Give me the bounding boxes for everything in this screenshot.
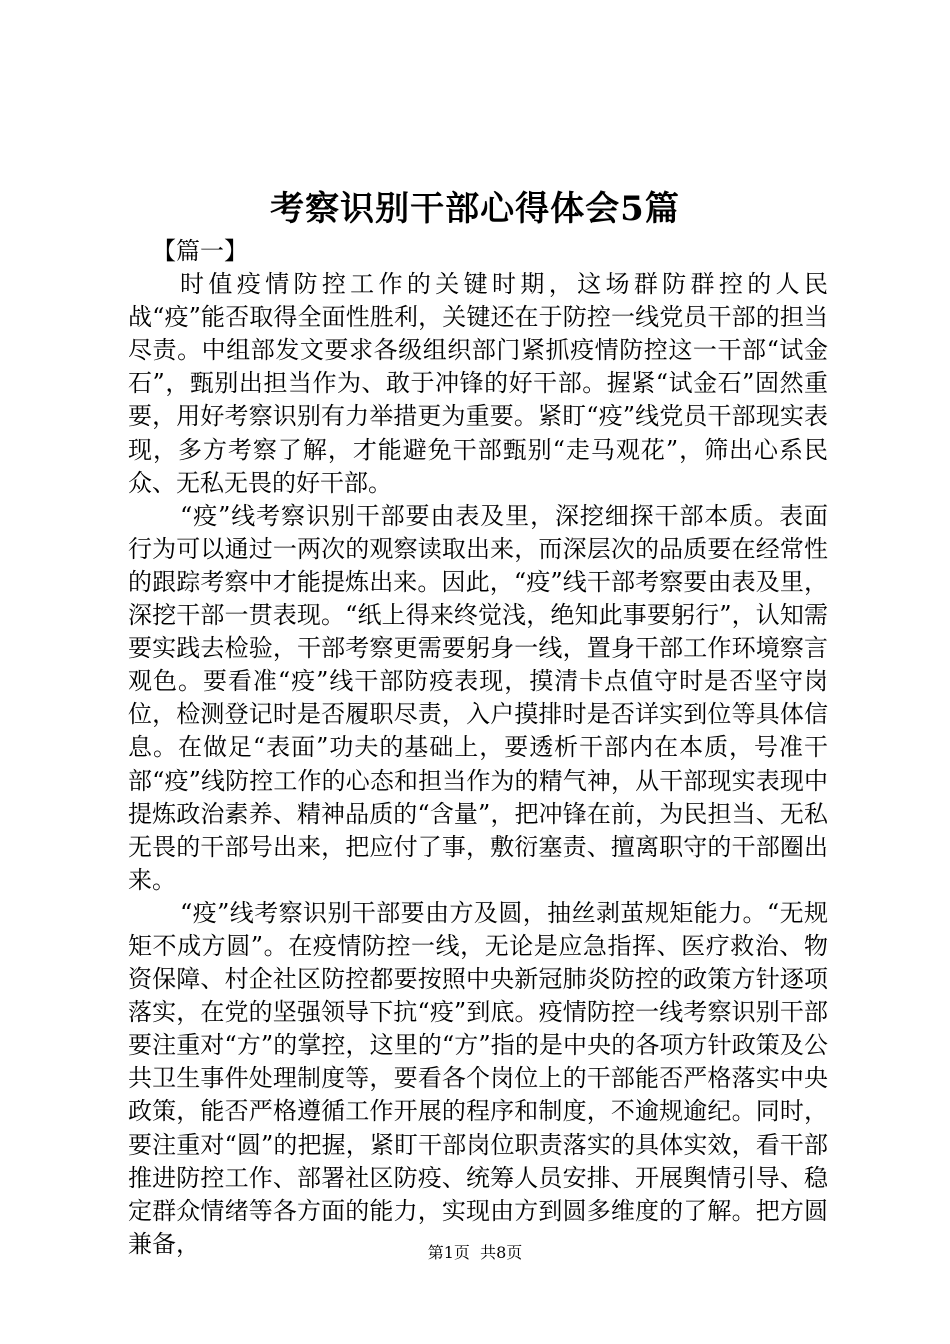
page-footer (0, 1241, 950, 1265)
document-title: 考察识别干部心得体会5篇 (270, 189, 680, 229)
section-label: 【篇一】 (152, 237, 248, 265)
paragraph-1: 时值疫情防控工作的关键时期，这场群防群控的人民战“疫”能否取得全面性胜利，关键还在于防控一线党员干部的担当尽责。中组部发文要求各级组织部门紧抓疫情防控这一干部“试金石”，甄别出担当作为、敢于冲锋的好干部。握紧“试金石”固然重要，用好考察识别有力举措更为重要。紧盯“疫”线党员干部现实表现，多方考察了解，才能避免干部甄别“走马观花”，筛出心系民众、无私无畏的好干部。 (128, 270, 828, 497)
paragraph-2: “疫”线考察识别干部要由表及里，深挖细探干部本质。表面行为可以通过一两次的观察读取出来，而深层次的品质要在经常性的跟踪考察中才能提炼出来。因此，“疫”线干部考察要由表及里，深挖干部一贯表现。“纸上得来终觉浅，绝知此事要躬行”，认知需要实践去检验，干部考察更需要躬身一线，置身干部工作环境察言观色。要看准“疫”线干部防疫表现，摸清卡点值守时是否坚守岗位，检测登记时是否履职尽责，入户摸排时是否详实到位等具体信息。在做足“表面”功夫的基础上，要透析干部内在本质，号准干部“疫”线防控工作的心态和担当作为的精气神，从干部现实表现中提炼政治素养、精神品质的“含量”，把冲锋在前，为民担当、无私无畏的干部号出来，把应付了事，敷衍塞责、擅离职守的干部圈出来。 (128, 501, 828, 894)
page-number: 第1页 (427, 1243, 470, 1262)
document-body (128, 235, 828, 1261)
paragraph-3: “疫”线考察识别干部要由方及圆，抽丝剥茧规矩能力。“无规矩不成方圆”。在疫情防控一线，无论是应急指挥、医疗救治、物资保障、村企社区防控都要按照中央新冠肺炎防控的政策方针逐项落实，在党的坚强领导下抗“疫”到底。疫情防控一线考察识别干部要注重对“方”的掌控，这里的“方”指的是中央的各项方针政策及公共卫生事件处理制度等，要看各个岗位上的干部能否严格落实中央政策，能否严格遵循工作开展的程序和制度，不逾规逾纪。同时，要注重对“圆”的把握，紧盯干部岗位职责落实的具体实效，看干部推进防控工作、部署社区防疫、统筹人员安排、开展舆情引导、稳定群众情绪等各方面的能力，实现由方到圆多维度的了解。把方圆兼备， (128, 898, 828, 1258)
page-total: 共8页 (480, 1243, 523, 1262)
